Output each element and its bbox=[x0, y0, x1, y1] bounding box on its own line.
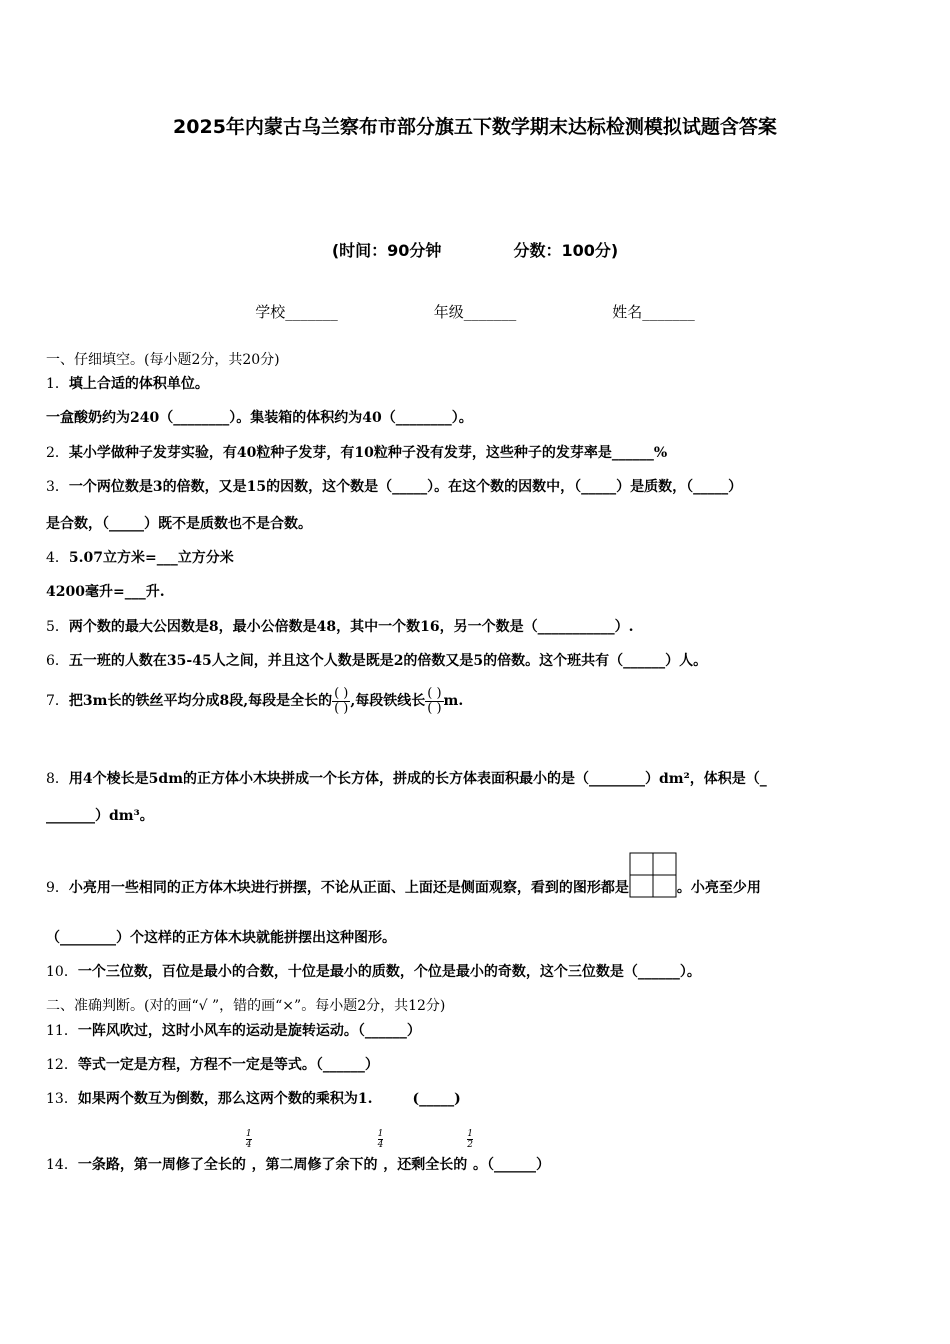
grid-icon bbox=[629, 852, 677, 898]
question-9-cont: （________）个这样的正方体木块就能拼摆出这种图形。 bbox=[46, 930, 396, 946]
question-number: 4． bbox=[46, 550, 69, 566]
question-text: 如果两个数互为倒数，那么这两个数的乘积为1. bbox=[77, 1091, 373, 1107]
question-number: 12． bbox=[46, 1057, 78, 1073]
question-number: 10． bbox=[46, 964, 78, 980]
fraction-blank[interactable] bbox=[332, 687, 350, 716]
question-text: 5.07立方米=___立方分米 bbox=[68, 550, 234, 566]
question-7 bbox=[46, 686, 910, 716]
question-text: 一阵风吹过，这时小风车的运动是旋转运动。（______） bbox=[77, 1023, 421, 1039]
question-text: m. bbox=[443, 693, 464, 709]
question-number: 11． bbox=[46, 1023, 78, 1039]
fraction-numerator: ( ) bbox=[427, 685, 442, 701]
question-5 bbox=[46, 617, 910, 637]
question-number: 14． bbox=[46, 1157, 78, 1173]
question-text: ，还剩全长的 bbox=[383, 1157, 468, 1173]
question-text: ,每段铁线长 bbox=[350, 693, 426, 709]
question-number: 3． bbox=[46, 479, 69, 495]
exam-time: (时间：90分钟 bbox=[331, 241, 442, 260]
question-text: 小亮用一些相同的正方体木块进行拼摆，不论从正面、上面还是侧面观察，看到的图形都是 bbox=[68, 880, 629, 896]
section-1-heading: 一、仔细填空。(每小题2分，共20分) bbox=[46, 352, 280, 368]
question-text: ，第二周修了余下的 bbox=[251, 1157, 378, 1173]
exam-meta bbox=[0, 238, 950, 261]
question-3 bbox=[46, 477, 910, 497]
question-text: 一个三位数，百位是最小的合数，十位是最小的质数，个位是最小的奇数，这个三位数是（______）。 bbox=[77, 964, 701, 980]
question-11 bbox=[46, 1021, 910, 1041]
question-number: 13． bbox=[46, 1091, 78, 1107]
question-text: 一个两位数是3的倍数，又是15的因数，这个数是（_____）。在这个数的因数中，（_____）是质数，（_____） bbox=[68, 479, 743, 495]
fraction-denominator: ( ) bbox=[334, 700, 349, 716]
question-number: 8． bbox=[46, 771, 69, 787]
question-number: 5． bbox=[46, 619, 69, 635]
question-text: 等式一定是方程，方程不一定是等式。（______） bbox=[77, 1057, 379, 1073]
question-4 bbox=[46, 548, 910, 568]
question-text: 填上合适的体积单位。 bbox=[68, 376, 209, 392]
question-10 bbox=[46, 962, 910, 982]
fraction-numerator: ( ) bbox=[334, 685, 349, 701]
question-8 bbox=[46, 769, 910, 789]
question-text: 。小亮至少用 bbox=[676, 880, 761, 896]
question-text: 两个数的最大公因数是8，最小公倍数是48，其中一个数16，另一个数是（___________）. bbox=[68, 619, 634, 635]
school-field[interactable]: 学校_______ bbox=[255, 303, 338, 321]
question-8-cont: _______）dm³。 bbox=[46, 808, 154, 824]
fraction-denominator: ( ) bbox=[427, 700, 442, 716]
fraction-blank[interactable] bbox=[425, 687, 443, 716]
question-9 bbox=[46, 858, 910, 918]
question-number: 2． bbox=[46, 445, 69, 461]
grade-field[interactable]: 年级_______ bbox=[433, 303, 517, 321]
name-field[interactable]: 姓名_______ bbox=[612, 303, 695, 321]
question-6 bbox=[46, 651, 910, 671]
exam-score: 分数：100分) bbox=[513, 241, 619, 260]
question-4-cont: 4200毫升=___升. bbox=[46, 584, 165, 600]
square-grid-figure bbox=[629, 852, 677, 912]
question-number: 7． bbox=[46, 693, 69, 709]
fraction-one-quarter: $\frac{1}{4}$ bbox=[245, 1129, 252, 1150]
question-text: 某小学做种子发芽实验，有40粒种子发芽，有10粒种子没有发芽，这些种子的发芽率是______% bbox=[68, 445, 668, 461]
question-number: 6． bbox=[46, 653, 69, 669]
answer-blank[interactable]: (_____) bbox=[412, 1091, 461, 1107]
section-2-heading: 二、准确判断。(对的画“√ ”，错的画“×”。每小题2分，共12分) bbox=[46, 998, 446, 1014]
page-title: 2025年内蒙古乌兰察布市部分旗五下数学期末达标检测模拟试题含答案 bbox=[173, 116, 777, 138]
question-text: 用4个棱长是5dm的正方体小木块拼成一个长方体，拼成的长方体表面积最小的是（________）dm²，体积是（_ bbox=[68, 771, 767, 787]
question-text: 。（______） bbox=[473, 1157, 551, 1173]
question-number: 1． bbox=[46, 376, 69, 392]
question-12 bbox=[46, 1055, 910, 1075]
question-text: 把3m长的铁丝平均分成8段,每段是全长的 bbox=[68, 693, 333, 709]
question-1-detail: 一盒酸奶约为240（________）。集装箱的体积约为40（________）。 bbox=[46, 410, 473, 426]
question-number: 9． bbox=[46, 880, 69, 896]
question-14 bbox=[46, 1129, 910, 1176]
question-text: 五一班的人数在35-45人之间，并且这个人数是既是2的倍数又是5的倍数。这个班共有（______）人。 bbox=[68, 653, 708, 669]
student-info bbox=[0, 301, 950, 322]
question-13 bbox=[46, 1089, 910, 1109]
fraction-one-quarter: $\frac{1}{4}$ bbox=[377, 1129, 384, 1150]
question-1 bbox=[46, 374, 910, 394]
question-2 bbox=[46, 443, 910, 463]
question-3-cont: 是合数，（_____）既不是质数也不是合数。 bbox=[46, 516, 312, 532]
question-text: 一条路，第一周修了全长的 bbox=[77, 1157, 246, 1173]
fraction-one-half: $\frac{1}{2}$ bbox=[467, 1129, 474, 1150]
